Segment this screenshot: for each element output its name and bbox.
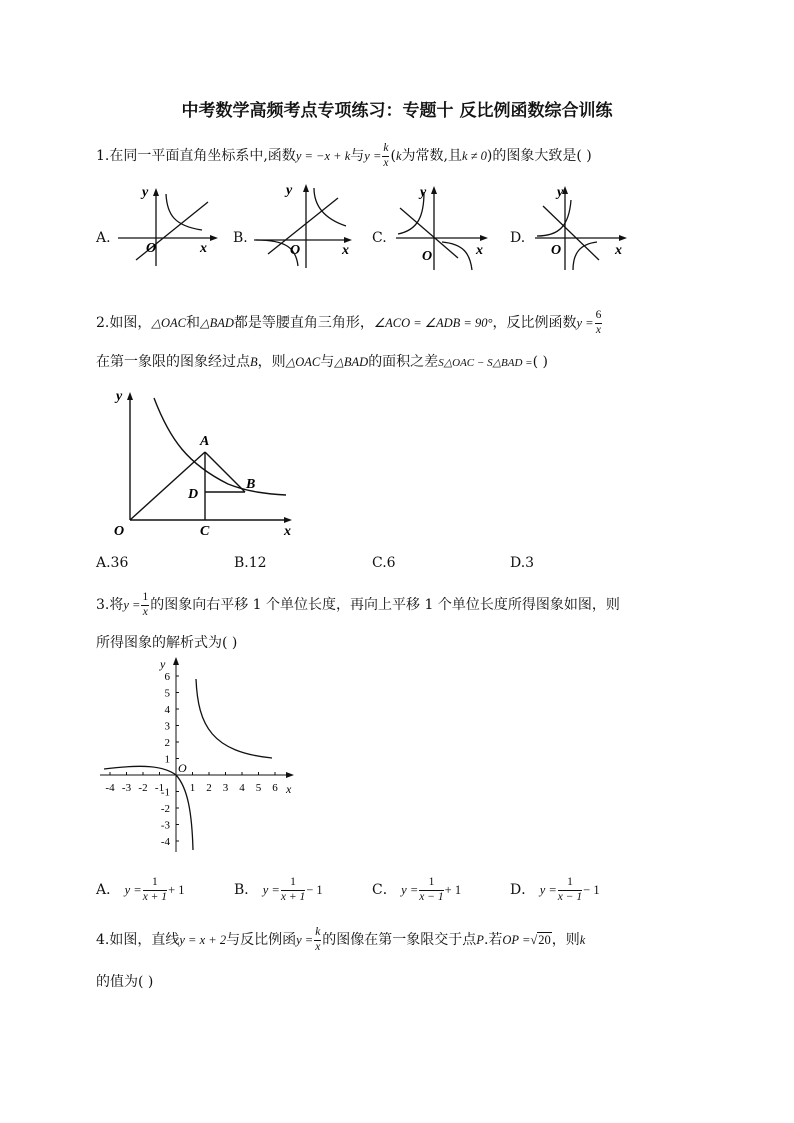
fraction-k-over-x: $\frac{k}{x}$ xyxy=(383,142,389,169)
fraction-k-over-x: $\frac{k}{x}$ xyxy=(315,926,321,953)
point-b-label: B xyxy=(246,477,256,492)
origin-label: O xyxy=(290,243,301,258)
origin-label: O xyxy=(146,241,157,256)
q1-option-c-label: C. xyxy=(372,230,387,246)
origin-label: O xyxy=(551,243,562,258)
x-tick-label: -3 xyxy=(121,782,132,794)
x-axis-label: x xyxy=(615,243,622,258)
origin-label: O xyxy=(422,249,433,264)
question-4-stem-line-1: 4.如图，直线y = x + 2与反比例函y = $\frac{k}{x}$ 的图像在第一象限交于点P.若OP =√20，则k xyxy=(96,926,586,953)
question-2-stem-line-2: 在第一象限的图象经过点B，则△OAC与△BAD的面积之差S△OAC − S△BAD =( ) xyxy=(96,354,548,370)
x-axis-label: x xyxy=(284,524,291,539)
x-tick-label: 5 xyxy=(255,782,262,794)
point-d-label: D xyxy=(188,487,199,502)
y-axis-label: y xyxy=(160,657,166,671)
fraction-1-over-x: $\frac{1}{x}$ xyxy=(142,591,149,618)
point-a-label: A xyxy=(200,434,210,449)
x-tick-label: 2 xyxy=(206,782,212,794)
x-axis-label: x xyxy=(342,243,349,258)
point-c-label: C xyxy=(200,524,210,539)
q2-figure xyxy=(108,380,308,542)
q3-choice-b: B． y = $\frac{1}{x + 1}$ − 1 xyxy=(234,876,323,903)
x-tick-label: -1 xyxy=(154,782,165,794)
q1-option-d-graph xyxy=(527,180,637,272)
x-axis-label: x xyxy=(200,241,207,256)
y-tick-label: 2 xyxy=(164,737,170,749)
y-axis-label: y xyxy=(116,389,123,404)
y-tick-label: 5 xyxy=(164,687,170,700)
q3-choice-a: A． y = $\frac{1}{x + 1}$ + 1 xyxy=(96,876,185,903)
y-axis-label: y xyxy=(286,183,293,198)
q3-choice-c: C． y = $\frac{1}{x - 1}$ + 1 xyxy=(372,876,462,903)
x-tick-label: 1 xyxy=(189,782,196,794)
q1-option-a-graph xyxy=(112,180,222,270)
x-tick-label: -4 xyxy=(105,782,115,794)
y-tick-label: 1 xyxy=(164,753,170,766)
page-title: 中考数学高频考点专项练习：专题十 反比例函数综合训练 xyxy=(181,101,613,121)
y-axis-label: y xyxy=(142,185,149,200)
question-2-stem-line-1: 2.如图，△OAC和△BAD都是等腰直角三角形，∠ACO = ∠ADB = 90°，反比例函数y = $\frac{6}{x}$ xyxy=(96,309,602,336)
q1-option-b-label: B. xyxy=(233,230,248,246)
q3-choice-d: D． y = $\frac{1}{x - 1}$ − 1 xyxy=(510,876,600,903)
sqrt-20: 20 xyxy=(538,933,551,947)
x-tick-label: 6 xyxy=(272,782,278,794)
q2-choice-b: B.12 xyxy=(234,555,267,571)
x-axis-label: x xyxy=(476,243,483,258)
question-1-stem: 1.在同一平面直角坐标系中,函数y = −x + k与y = $\frac{k}{x}$ (k为常数,且k ≠ 0)的图象大致是( ) xyxy=(96,142,592,169)
q2-choice-c: C.6 xyxy=(372,555,396,571)
point-o-label: O xyxy=(114,524,125,539)
y-axis-label: y xyxy=(420,185,427,200)
q3-figure xyxy=(94,654,304,860)
question-4-stem-line-2: 的值为( ) xyxy=(96,974,154,990)
q1-option-d-label: D. xyxy=(510,230,526,246)
q2-choice-d: D.3 xyxy=(510,555,535,571)
x-tick-label: 4 xyxy=(239,782,245,794)
y-axis-label: y xyxy=(557,185,564,200)
x-tick-label: 3 xyxy=(222,782,229,794)
y-tick-label: -4 xyxy=(160,836,170,848)
y-tick-label: 6 xyxy=(164,671,170,683)
y-tick-label: 4 xyxy=(164,704,170,716)
q1-option-c-graph xyxy=(392,180,502,272)
y-tick-label: -1 xyxy=(160,786,170,799)
question-3-stem-line-1: 3.将y = $\frac{1}{x}$ 的图象向右平移 1 个单位长度，再向上平移 1 个单位长度所得图象如图，则 xyxy=(96,591,620,618)
fraction-6-over-x: $\frac{6}{x}$ xyxy=(595,309,602,336)
origin-label: O xyxy=(178,761,187,775)
question-3-stem-line-2: 所得图象的解析式为( ) xyxy=(96,635,238,651)
q2-choice-a: A.36 xyxy=(96,555,129,571)
q1-option-b-graph xyxy=(250,178,360,270)
y-tick-label: -3 xyxy=(160,819,170,832)
q1-option-a-label: A. xyxy=(96,230,111,246)
x-axis-label: x xyxy=(286,782,292,796)
y-tick-label: -2 xyxy=(160,803,170,815)
x-tick-label: -2 xyxy=(138,782,148,794)
y-tick-label: 3 xyxy=(164,720,170,733)
